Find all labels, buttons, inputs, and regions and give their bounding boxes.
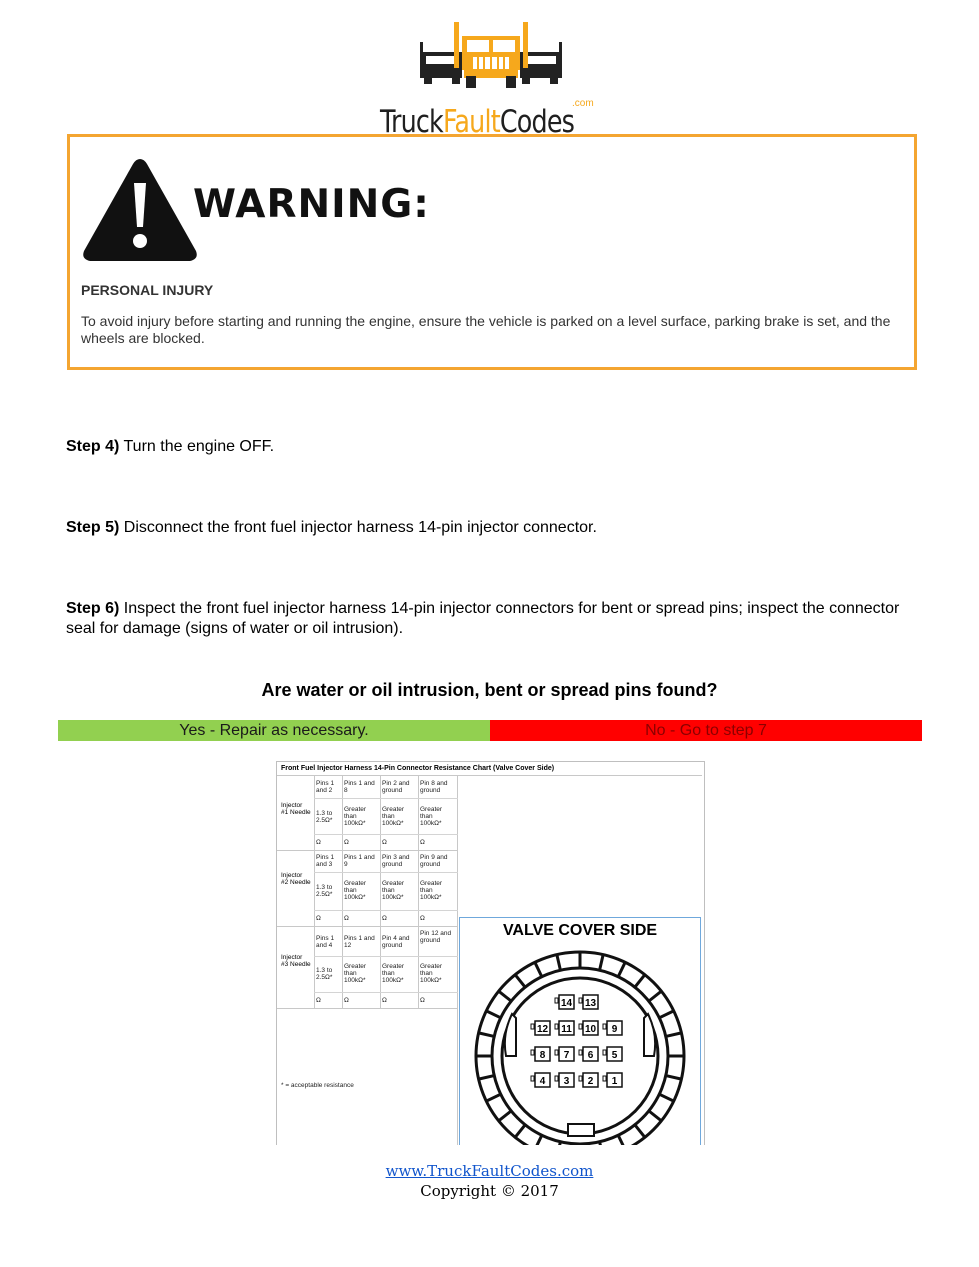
step-label: Step 5) xyxy=(66,519,120,536)
unit-cell: Ω xyxy=(382,839,387,846)
group-label: Injector #1 Needle xyxy=(281,802,311,816)
brand-wordmark: TruckFaultCodes xyxy=(380,104,575,140)
answer-bar xyxy=(58,720,922,741)
injector-group-3 xyxy=(277,926,458,1009)
step-6 xyxy=(66,599,916,639)
value-cell: Greater than 100kΩ* xyxy=(420,880,443,901)
pin-number: 13 xyxy=(584,998,597,1009)
connector-diagram xyxy=(459,917,701,1145)
injector-group-1 xyxy=(277,776,458,851)
chart-footnote: * = acceptable resistance xyxy=(281,1082,354,1089)
pin-cell: Pins 1 and 9 xyxy=(344,854,375,868)
brand-suffix: .com xyxy=(572,98,594,109)
pin-number: 9 xyxy=(611,1024,618,1035)
pin-number: 14 xyxy=(560,998,573,1009)
warning-body: To avoid injury before starting and running the engine, ensure the vehicle is parked on a level surface, parking brake is set, and the wheels are blocked. xyxy=(81,313,891,346)
value-cell: Greater than 100kΩ* xyxy=(382,806,405,827)
chart-title: Front Fuel Injector Harness 14-Pin Connector Resistance Chart (Valve Cover Side) xyxy=(277,762,702,776)
unit-cell: Ω xyxy=(420,915,425,922)
pin-cell: Pins 1 and 12 xyxy=(344,935,375,949)
pin-cell: Pins 1 and 8 xyxy=(344,780,375,794)
pin-number: 3 xyxy=(563,1076,570,1087)
step-label: Step 6) xyxy=(66,600,120,617)
value-cell: Greater than 100kΩ* xyxy=(344,806,367,827)
step-label: Step 4) xyxy=(66,438,120,455)
diagram-title: VALVE COVER SIDE xyxy=(502,922,658,939)
step-5 xyxy=(66,518,916,538)
answer-no[interactable]: No - Go to step 7 xyxy=(490,720,922,741)
answer-yes[interactable]: Yes - Repair as necessary. xyxy=(58,720,490,741)
value-cell: Greater than 100kΩ* xyxy=(344,963,367,984)
unit-cell: Ω xyxy=(344,839,349,846)
value-cell: Greater than 100kΩ* xyxy=(382,963,405,984)
page-footer xyxy=(0,1161,979,1201)
step-4 xyxy=(66,437,916,457)
pin-cell: Pin 3 and ground xyxy=(382,854,410,868)
unit-cell: Ω xyxy=(382,915,387,922)
pin-cell: Pins 1 and 2 xyxy=(316,780,335,794)
pin-number: 7 xyxy=(563,1050,570,1061)
pin-cell: Pin 8 and ground xyxy=(420,780,448,794)
unit-cell: Ω xyxy=(420,997,425,1004)
pin-cell: Pins 1 and 3 xyxy=(316,854,335,868)
injector-group-2 xyxy=(277,850,458,927)
value-cell: 1.3 to 2.5Ω* xyxy=(316,884,333,898)
pin-number: 2 xyxy=(587,1076,594,1087)
step-text: Turn the engine OFF. xyxy=(119,438,275,455)
warning-title: WARNING: xyxy=(193,182,430,227)
unit-cell: Ω xyxy=(344,915,349,922)
truck-icon xyxy=(420,18,562,90)
step-text: Inspect the front fuel injector harness 14-pin injector connectors for bent or spread pins; inspect the connector seal for damage (signs of water or oil intrusion). xyxy=(66,600,900,637)
pin-cell: Pin 12 and ground xyxy=(420,930,452,944)
pin-number: 1 xyxy=(611,1076,618,1087)
group-label: Injector #2 Needle xyxy=(281,872,311,886)
value-cell: Greater than 100kΩ* xyxy=(382,880,405,901)
unit-cell: Ω xyxy=(316,839,321,846)
copyright: Copyright © 2017 xyxy=(420,1182,559,1200)
connector-face-icon xyxy=(472,944,692,1145)
pin-number: 5 xyxy=(611,1050,618,1061)
unit-cell: Ω xyxy=(316,997,321,1004)
value-cell: Greater than 100kΩ* xyxy=(420,806,443,827)
pin-number: 8 xyxy=(539,1050,546,1061)
unit-cell: Ω xyxy=(316,915,321,922)
value-cell: 1.3 to 2.5Ω* xyxy=(316,810,333,824)
unit-cell: Ω xyxy=(382,997,387,1004)
step-text: Disconnect the front fuel injector harness 14-pin injector connector. xyxy=(119,519,597,536)
warning-box xyxy=(67,134,917,370)
pin-number: 12 xyxy=(536,1024,549,1035)
resistance-chart xyxy=(276,761,705,1145)
unit-cell: Ω xyxy=(344,997,349,1004)
pin-cell: Pin 9 and ground xyxy=(420,854,448,868)
unit-cell: Ω xyxy=(420,839,425,846)
value-cell: Greater than 100kΩ* xyxy=(344,880,367,901)
footer-link[interactable]: www.TruckFaultCodes.com xyxy=(385,1162,594,1180)
value-cell: 1.3 to 2.5Ω* xyxy=(316,967,333,981)
pin-cell: Pin 4 and ground xyxy=(382,935,410,949)
pin-cell: Pin 2 and ground xyxy=(382,780,410,794)
pin-number: 11 xyxy=(561,1024,572,1035)
pin-number: 10 xyxy=(584,1024,597,1035)
pin-cell: Pins 1 and 4 xyxy=(316,935,335,949)
site-logo xyxy=(380,18,602,140)
warning-triangle-icon xyxy=(80,155,200,265)
group-label: Injector #3 Needle xyxy=(281,954,311,968)
diagnostic-question: Are water or oil intrusion, bent or spread pins found? xyxy=(261,680,718,700)
value-cell: Greater than 100kΩ* xyxy=(420,963,443,984)
pin-number: 4 xyxy=(539,1076,546,1087)
warning-subtitle: PERSONAL INJURY xyxy=(81,282,214,298)
pin-number: 6 xyxy=(587,1050,594,1061)
